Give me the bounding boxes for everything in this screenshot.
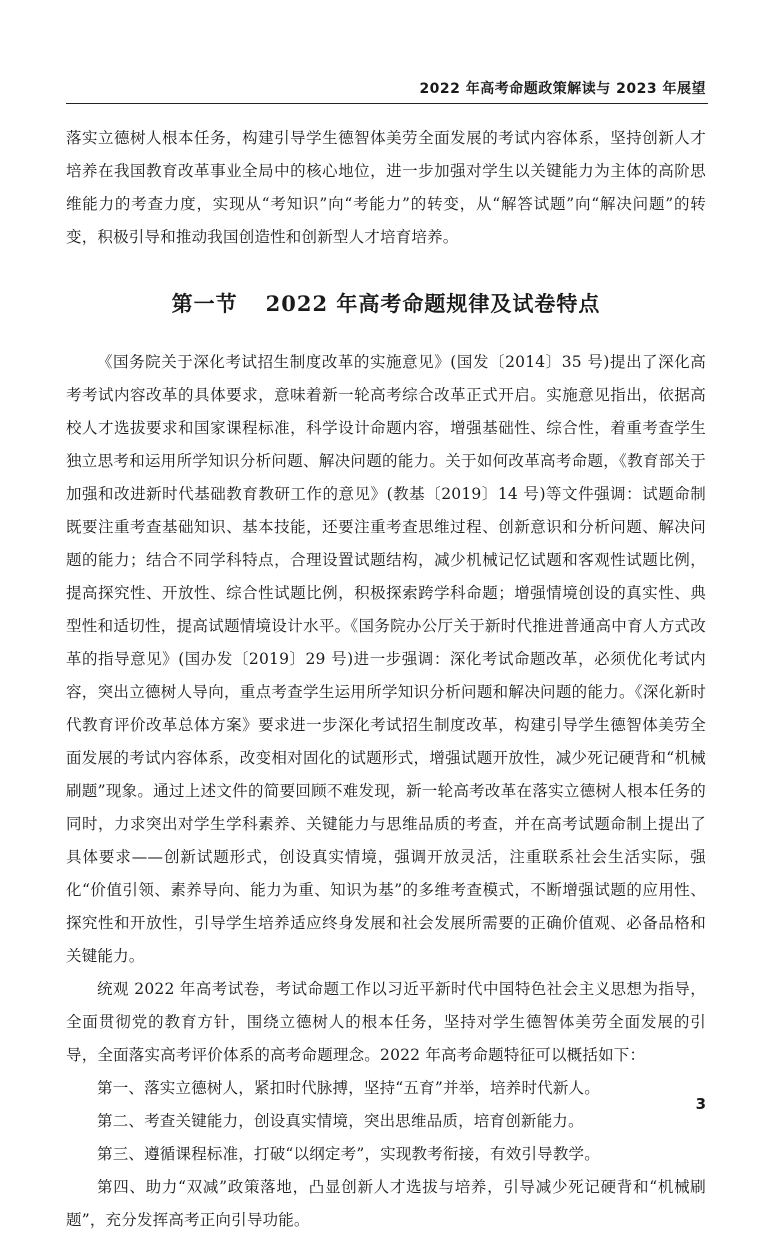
feature-item: 第三、遵循课程标准，打破“以纲定考”，实现教考衔接，有效引导教学。 [97, 1145, 600, 1163]
page-content [66, 122, 706, 1237]
section-title: 2022 年高考命题规律及试卷特点 [265, 291, 601, 316]
header-rule [66, 103, 708, 104]
section-heading [66, 284, 706, 324]
body-paragraph: 《国务院关于深化考试招生制度改革的实施意见》(国发〔2014〕35 号)提出了深化高考考试内容改革的具体要求，意味着新一轮高考综合改革正式开启。实施意见指出，依据高校人才选拔要求和国家课程标准，科学设计命题内容，增强基础性、综合性，着重考查学生独立思考和运用所学知识分析问题、解决问题的能力。关于如何改革高考命题，《教育部关于加强和改进新时代基础教育教研工作的意见》(教基〔2019〕14 号)等文件强调：试题命制既要注重考查基础知识、基本技能，还要注重考查思维过程、创新意识和分析问题、解决问题的能力；结合不同学科特点，合理设置试题结构，减少机械记忆试题和客观性试题比例，提高探究性、开放性、综合性试题比例，积极探索跨学科命题；增强情境创设的真实性、典型性和适切性，提高试题情境设计水平。《国务院办公厅关于新时代推进普通高中育人方式改革的指导意见》(国办发〔2019〕29 号)进一步强调：深化考试命题改革，必须优化考试内容，突出立德树人导向，重点考查学生运用所学知识分析问题和解决问题的能力。《深化新时代教育评价改革总体方案》要求进一步深化考试招生制度改革，构建引导学生德智体美劳全面发展的考试内容体系，改变相对固化的试题形式，增强试题开放性，减少死记硬背和“机械刷题”现象。通过上述文件的简要回顾不难发现，新一轮高考改革在落实立德树人根本任务的同时，力求突出对学生学科素养、关键能力与思维品质的考查，并在高考试题命制上提出了具体要求——创新试题形式，创设真实情境，强调开放灵活，注重联系社会生活实际，强化“价值引领、素养导向、能力为重、知识为基”的多维考查模式，不断增强试题的应用性、探究性和开放性，引导学生培养适应终身发展和社会发展所需要的正确价值观、必备品格和关键能力。 [66, 353, 706, 965]
page-number: 3 [695, 1095, 706, 1113]
feature-item: 第一、落实立德树人，紧扣时代脉搏，坚持“五育”并举，培养时代新人。 [97, 1079, 600, 1097]
running-header: 2022 年高考命题政策解读与 2023 年展望 [419, 81, 706, 97]
body-paragraph: 统观 2022 年高考试卷，考试命题工作以习近平新时代中国特色社会主义思想为指导，全面贯彻党的教育方针，围绕立德树人的根本任务，坚持对学生德智体美劳全面发展的引导，全面落实高考评价体系的高考命题理念。2022 年高考命题特征可以概括如下： [66, 980, 706, 1064]
intro-paragraph: 落实立德树人根本任务，构建引导学生德智体美劳全面发展的考试内容体系，坚持创新人才培养在我国教育改革事业全局中的核心地位，进一步加强对学生以关键能力为主体的高阶思维能力的考查力度，实现从“考知识”向“考能力”的转变，从“解答试题”向“解决问题”的转变，积极引导和推动我国创造性和创新型人才培育培养。 [66, 129, 706, 246]
feature-item: 第四、助力“双减”政策落地，凸显创新人才选拔与培养，引导减少死记硬背和“机械刷题”，充分发挥高考正向引导功能。 [66, 1178, 706, 1229]
feature-item: 第二、考查关键能力，创设真实情境，突出思维品质，培育创新能力。 [97, 1112, 584, 1130]
section-number: 第一节 [171, 291, 238, 316]
